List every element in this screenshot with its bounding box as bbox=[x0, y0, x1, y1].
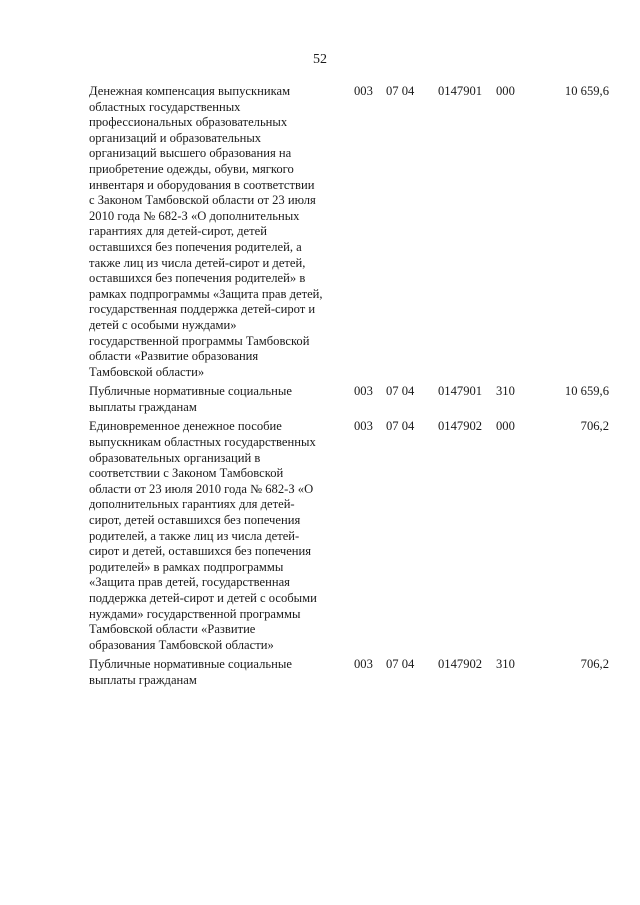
table-row bbox=[89, 657, 609, 688]
description-line: областных государственных bbox=[89, 99, 241, 114]
description-line: инвентаря и оборудования в соответствии bbox=[89, 177, 315, 192]
description-line: образовательных организаций в bbox=[89, 450, 261, 465]
description-line: государственная поддержка детей-сирот и bbox=[89, 302, 316, 317]
section-code: 07 04 bbox=[386, 419, 415, 434]
target-code: 0147901 bbox=[438, 384, 483, 399]
description-line: гарантиях для детей-сирот, детей bbox=[89, 224, 267, 239]
description-line: организаций высшего образования на bbox=[89, 146, 292, 161]
description-line: Публичные нормативные социальные bbox=[89, 657, 292, 672]
table-row bbox=[89, 84, 609, 380]
budget-table bbox=[89, 84, 609, 693]
row-description bbox=[89, 84, 337, 380]
row-description bbox=[89, 419, 337, 653]
section-code: 07 04 bbox=[386, 84, 415, 98]
description-line: соответствии с Законом Тамбовской bbox=[89, 466, 284, 481]
description-line: сирот, детей оставшихся без попечения bbox=[89, 513, 301, 528]
description-line: Тамбовской области» bbox=[89, 364, 205, 379]
description-line: государственной программы Тамбовской bbox=[89, 333, 310, 348]
row-description bbox=[89, 657, 337, 688]
table-row bbox=[89, 419, 609, 653]
description-line: выплаты гражданам bbox=[89, 399, 197, 414]
description-line: сирот и детей, оставшихся без попечения bbox=[89, 544, 312, 559]
description-line: оставшихся без попечения родителей» в bbox=[89, 271, 306, 286]
description-line: выплаты гражданам bbox=[89, 672, 197, 687]
description-line: родителей» в рамках подпрограммы bbox=[89, 559, 284, 574]
description-line: также лиц из числа детей-сирот и детей, bbox=[89, 255, 306, 270]
expense-type-code: 310 bbox=[496, 384, 515, 399]
section-code: 07 04 bbox=[386, 384, 415, 399]
description-line: детей с особыми нуждами» bbox=[89, 317, 237, 332]
ministry-code: 003 bbox=[354, 384, 373, 399]
description-line: дополнительных гарантиях для детей- bbox=[89, 497, 295, 512]
amount: 706,2 bbox=[580, 657, 609, 672]
description-line: организаций и образовательных bbox=[89, 130, 262, 145]
description-line: рамках подпрограммы «Защита прав детей, bbox=[89, 286, 323, 301]
description-line: 2010 года № 682-З «О дополнительных bbox=[89, 208, 300, 223]
table-row bbox=[89, 384, 609, 415]
description-line: поддержка детей-сирот и детей с особыми bbox=[89, 591, 317, 605]
expense-type-code: 310 bbox=[496, 657, 515, 672]
row-description bbox=[89, 384, 337, 415]
page-number: 52 bbox=[313, 52, 327, 67]
ministry-code: 003 bbox=[354, 84, 373, 98]
description-line: Публичные нормативные социальные bbox=[89, 384, 292, 399]
amount: 10 659,6 bbox=[564, 84, 609, 98]
description-line: области «Развитие образования bbox=[89, 349, 259, 364]
description-line: области от 23 июля 2010 года № 682-З «О bbox=[89, 481, 314, 496]
description-line: Денежная компенсация выпускникам bbox=[89, 84, 291, 98]
description-line: образования Тамбовской области» bbox=[89, 637, 274, 652]
section-code: 07 04 bbox=[386, 657, 415, 672]
description-line: нуждами» государственной программы bbox=[89, 606, 301, 621]
description-line: приобретение одежды, обуви, мягкого bbox=[89, 161, 294, 176]
expense-type-code: 000 bbox=[496, 419, 515, 434]
description-line: родителей, а также лиц из числа детей- bbox=[89, 528, 300, 543]
target-code: 0147901 bbox=[438, 84, 483, 98]
description-line: Тамбовской области «Развитие bbox=[89, 622, 256, 637]
expense-type-code: 000 bbox=[496, 84, 515, 98]
description-line: выпускникам областных государственных bbox=[89, 435, 316, 450]
description-line: «Защита прав детей, государственная bbox=[89, 575, 290, 590]
ministry-code: 003 bbox=[354, 657, 373, 672]
description-line: с Законом Тамбовской области от 23 июля bbox=[89, 193, 316, 208]
amount: 10 659,6 bbox=[564, 384, 609, 399]
target-code: 0147902 bbox=[438, 419, 483, 434]
description-line: Единовременное денежное пособие bbox=[89, 419, 282, 434]
description-line: профессиональных образовательных bbox=[89, 115, 288, 130]
description-line: оставшихся без попечения родителей, а bbox=[89, 239, 302, 254]
target-code: 0147902 bbox=[438, 657, 483, 672]
amount: 706,2 bbox=[580, 419, 609, 434]
ministry-code: 003 bbox=[354, 419, 373, 434]
